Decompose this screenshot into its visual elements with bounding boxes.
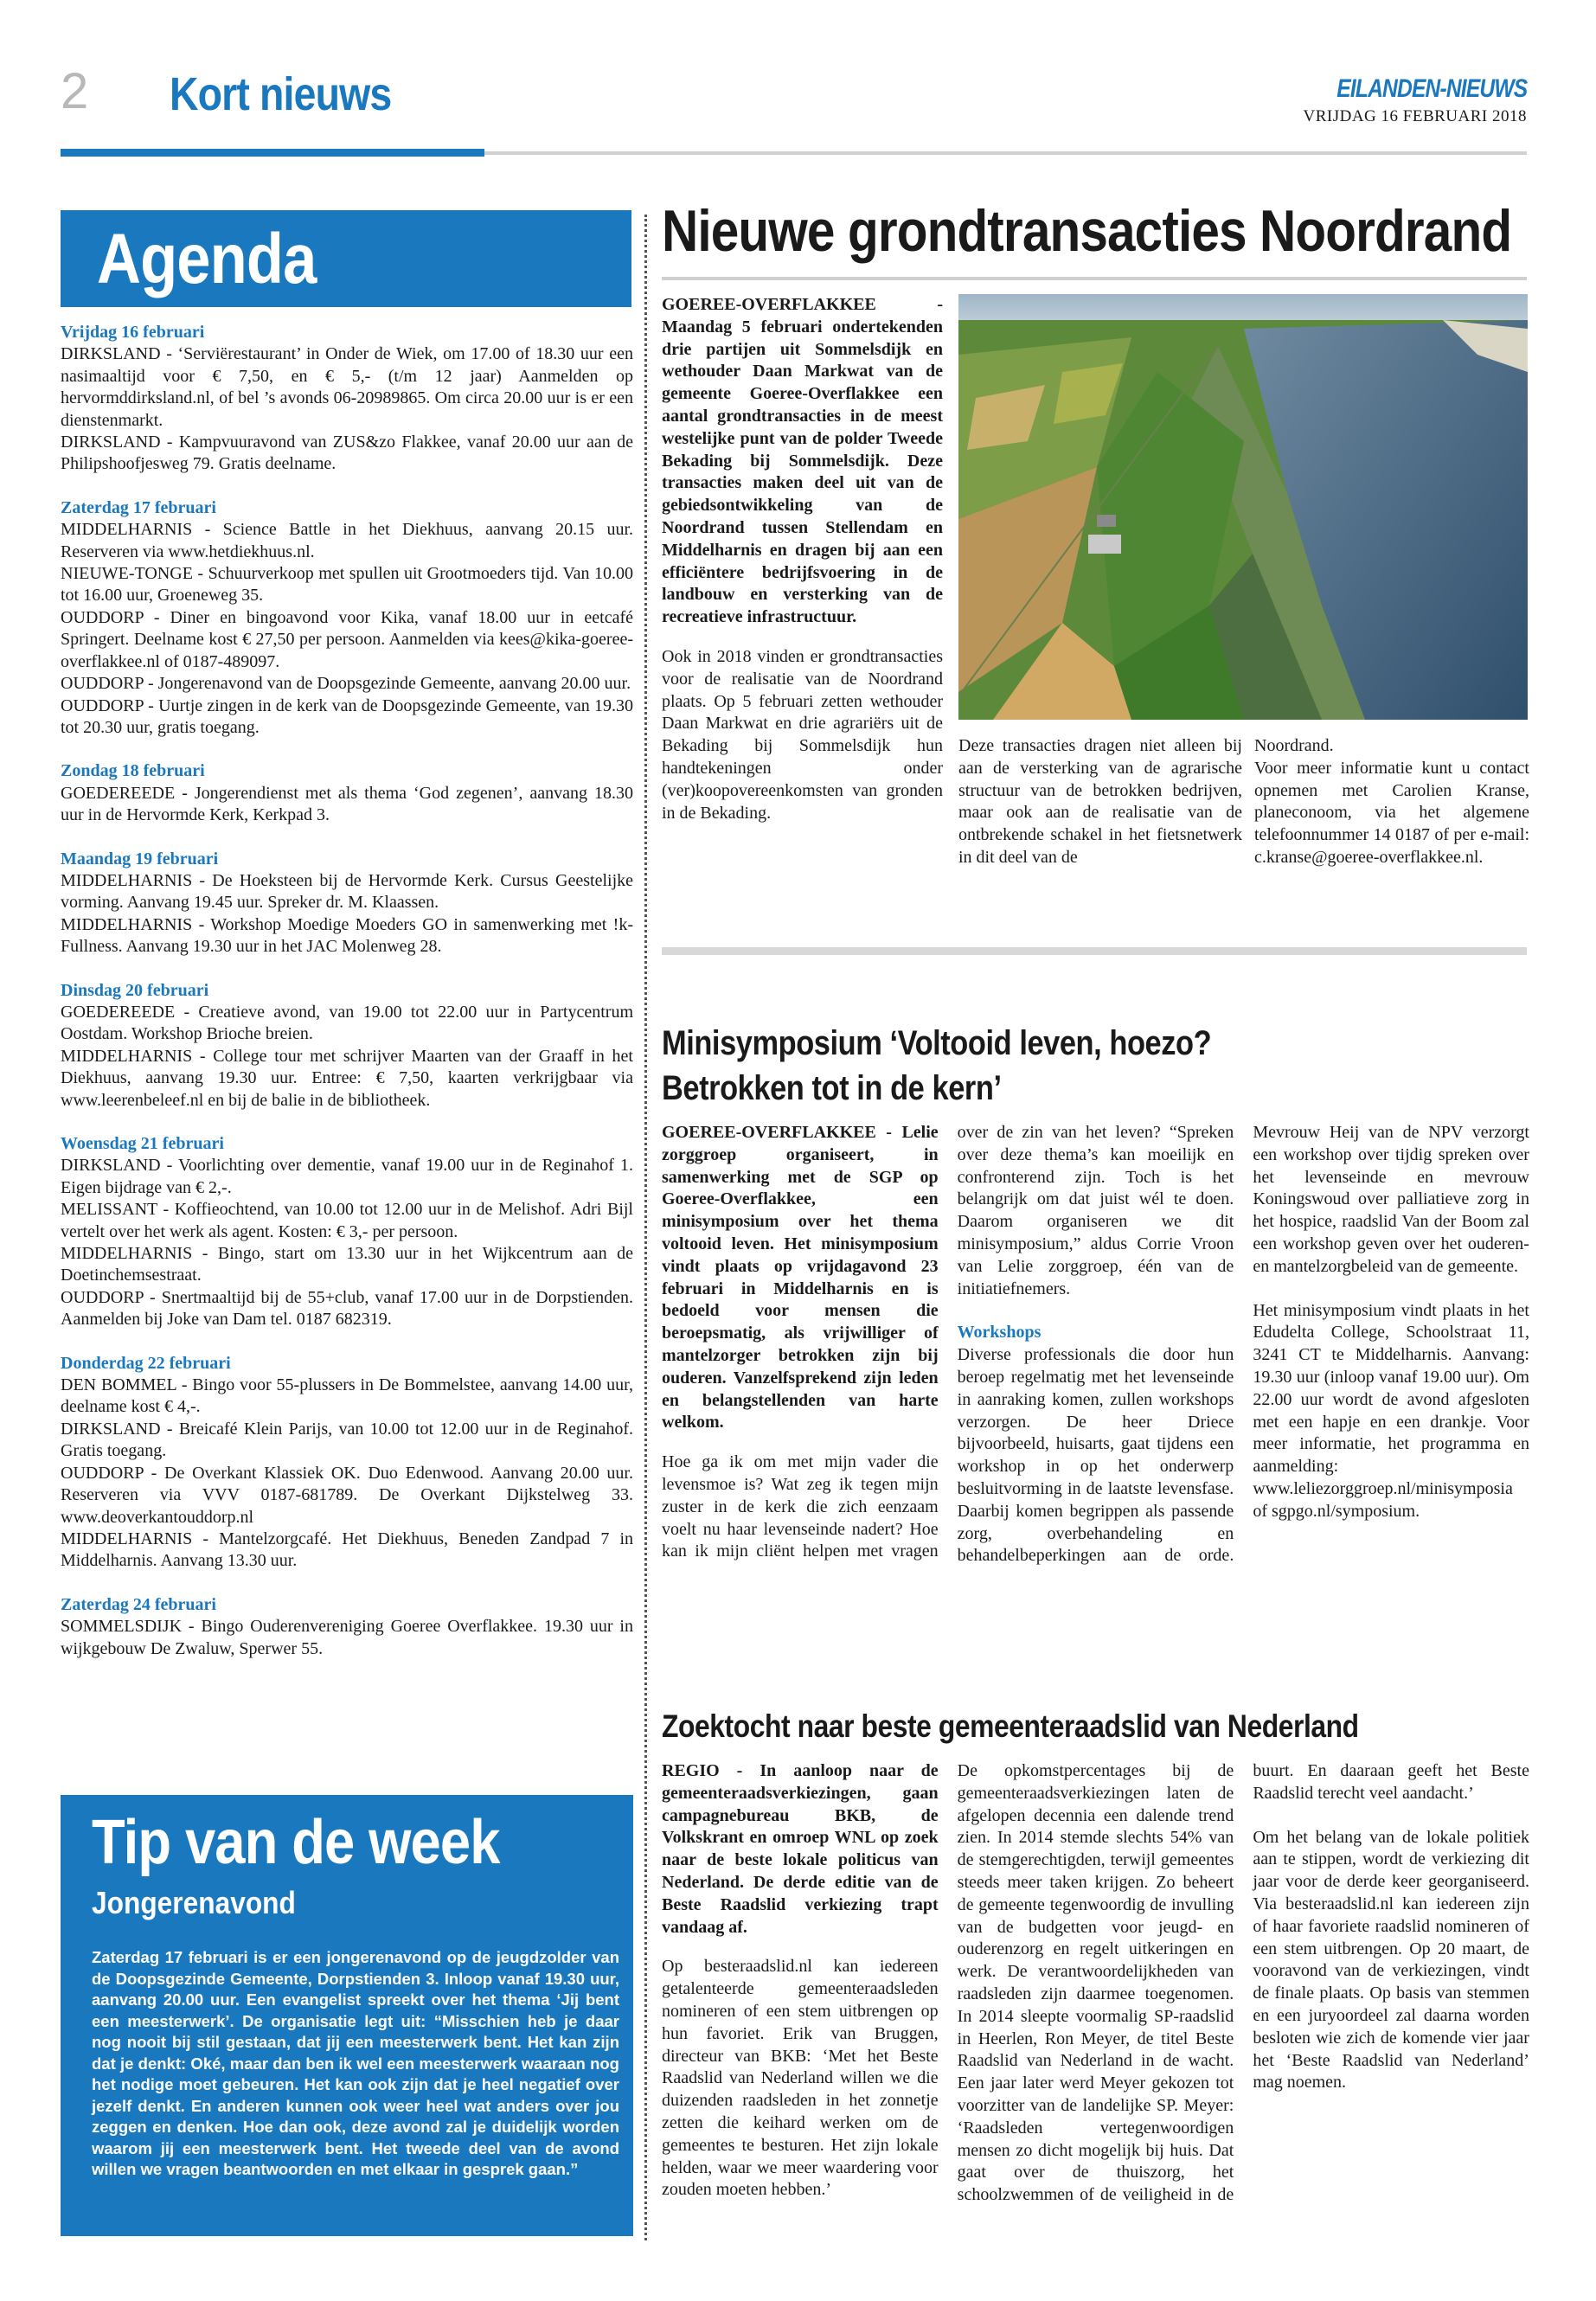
agenda-banner (61, 210, 631, 307)
agenda-event: OUDDORP - Snertmaaltijd bij de 55+club, vanaf 17.00 uur in de Dorpstienden. Aanmelden bij Joke van Dam tel. 0187 682319. (61, 1287, 633, 1330)
article1-rule (662, 277, 1527, 280)
agenda-event: OUDDORP - Jongerenavond van de Doopsgezinde Gemeente, aanvang 20.00 uur. (61, 674, 631, 694)
agenda-day (61, 1133, 633, 1331)
agenda-event: GOEDEREEDE - Creatieve avond, van 19.00 tot 22.00 uur in Partycentrum Oostdam. Workshop Brioche breien. (61, 1002, 633, 1044)
agenda-day-heading: Zaterdag 24 februari (61, 1594, 216, 1614)
agenda-event: OUDDORP - Diner en bingoavond voor Kika, vanaf 18.00 uur in eetcafé Springert. Deelname kost € 27,50 per persoon. Aanmelden via kees@kika-goeree-overflakkee.nl of 0187-489097. (61, 607, 633, 671)
article2-lead: GOEREE-OVERFLAKKEE - Lelie zorggroep organiseert, in samenwerking met de SGP op Goeree-Overflakkee, een minisymposium over het thema voltooid leven. Het minisymposium vindt plaats op vrijdagavond 23 februari in Middelharnis en is bedoeld voor mensen die beroepsmatig, als vrijwilliger of mantelzorger betrokken zijn bij ouderen. Vanzelfsprekend zijn leden en belangstellenden van harte welkom. (662, 1123, 939, 1433)
article3-paragraph: Om het belang van de lokale politiek aan te stippen, wordt de verkiezing dit jaar voor de derde keer georganiseerd. Via besteraadslid.nl kan iedereen zijn of haar favoriete raadslid nomineren of een stem uitbrengen. Op 20 maart, de vooravond van de verkiezingen, vindt de finale plaats. Op basis van stemmen en een juryoordeel zal daarna worden besloten wie zich de komende vier jaar het ‘Beste Raadslid van Nederland’ mag noemen. (1253, 1827, 1529, 2093)
tip-title: Tip van de week (92, 1808, 500, 1877)
agenda-event: DIRKSLAND - Voorlichting over dementie, vanaf 19.00 uur in de Reginahof 1. Eigen bijdrage van € 2,-. (61, 1156, 633, 1197)
agenda-event: MIDDELHARNIS - Science Battle in het Diekhuus, aanvang 20.15 uur. Reserveren via www.hetdiekhuus.nl. (61, 520, 633, 561)
agenda-day (61, 1353, 633, 1573)
agenda-day (61, 497, 633, 739)
aerial-photo-illustration (958, 294, 1528, 720)
agenda-day-heading: Maandag 19 februari (61, 849, 219, 868)
agenda-day (61, 1594, 633, 1660)
agenda-event: MIDDELHARNIS - Bingo, start om 13.30 uur in het Wijkcentrum aan de Doetinchemsestraat. (61, 1244, 633, 1285)
agenda-title: Agenda (97, 220, 317, 298)
agenda-day (61, 980, 633, 1112)
article1-column-2 (958, 735, 1242, 869)
agenda-day-heading: Donderdag 22 februari (61, 1353, 231, 1373)
article2-rule (662, 947, 1527, 955)
agenda-event: DIRKSLAND - Breicafé Klein Parijs, van 10.00 tot 12.00 uur in de Reginahof. Gratis toegang. (61, 1419, 633, 1461)
agenda-event: MIDDELHARNIS - Workshop Moedige Moeders GO in samenwerking met !k-Fullness. Aanvang 19.30 uur in het JAC Molenweg 28. (61, 914, 633, 957)
tip-of-the-week-box (61, 1795, 633, 2236)
page-number: 2 (61, 63, 89, 119)
agenda-event: DIRKSLAND - Kampvuuravond van ZUS&zo Flakkee, vanaf 20.00 uur aan de Philipshoofjesweg 79. Gratis deelname. (61, 433, 633, 474)
aerial-polder-photo (958, 294, 1528, 720)
article2-headline-line2: Betrokken tot in de kern’ (662, 1069, 1002, 1107)
article2-subhead: Workshops (957, 1323, 1042, 1343)
agenda-event: NIEUWE-TONGE - Schuurverkoop met spullen uit Grootmoeders tijd. Van 10.00 tot 16.00 uur, Groeneweg 35. (61, 564, 633, 606)
agenda-day (61, 322, 633, 476)
agenda-event: OUDDORP - De Overkant Klassiek OK. Duo Edenwood. Aanvang 20.00 uur. Reserveren via VVV 0187-681789. De Overkant Dijkstelweg 33. www.deoverkantouddorp.nl (61, 1463, 633, 1527)
article1-paragraph: Voor meer informatie kunt u contact opnemen met Carolien Kranse, planeconoom, via het algemene telefoonnummer 14 0187 of per e-mail: c.kranse@goeree-overflakkee.nl. (1254, 758, 1529, 867)
article1-lead: GOEREE-OVERFLAKKEE - Maandag 5 februari ondertekenden drie partijen uit Sommelsdijk en wethouder Daan Markwat van de gemeente Goeree-Overflakkee een aantal grondtransacties in de meest westelijke punt van de polder Tweede Bekading bij Sommelsdijk. Deze transacties maken deel uit van de gebiedsontwikkeling van de Noordrand tussen Stellendam en Middelharnis en dragen bij aan een efficiëntere bedrijfsvoering in de landbouw en versterking van de recreatieve infrastructuur. (662, 295, 943, 627)
agenda-day (61, 760, 633, 826)
agenda-event: MIDDELHARNIS - De Hoeksteen bij de Hervormde Kerk. Cursus Geestelijke vorming. Aanvang 19.45 uur. Spreker dr. M. Klaassen. (61, 870, 633, 913)
agenda-event: MELISSANT - Koffieochtend, van 10.00 tot 12.00 uur in de Melishof. Adri Bijl vertelt over het werk als agent. Kosten: € 3,- per persoon. (61, 1200, 633, 1241)
agenda-event: SOMMELSDIJK - Bingo Ouderenvereniging Goeree Overflakkee. 19.30 uur in wijkgebouw De Zwaluw, Sperwer 55. (61, 1617, 633, 1658)
tip-body: Zaterdag 17 februari is er een jongerenavond op de jeugdzolder van de Doopsgezinde Gemeente, Dorpstienden 3. Inloop vanaf 19.30 uur, aanvang 20.00 uur. Een evangelist spreekt over het thema ‘Jij bent een meesterwerk’. De organisatie legt uit: “Misschien heb je daar nog nooit bij stil gestaan, dat jij een meesterwerk bent. Het kan zijn dat je denkt: Oké, maar dan ben ik wel een meesterwerk waaraan nog het nodige moet gebeuren. Het kan ook zijn dat je heel negatief over jezelf denkt. En anderen kunnen ook weer heel wat anders over jou zeggen en denken. Hoe dan ook, deze avond zal je duidelijk worden waarom jij een meesterwerk bent. Het tweede deel van de avond willen we vragen beantwoorden en met elkaar in gesprek gaan.” (92, 1948, 619, 2178)
agenda-list (61, 322, 633, 1682)
newspaper-logo: EILANDEN-NIEUWS (1336, 74, 1527, 103)
article1-column-1 (662, 294, 943, 824)
article3-headline: Zoektocht naar beste gemeenteraadslid van Nederland (662, 1708, 1359, 1744)
article1-paragraph: Noordrand. (1254, 736, 1334, 755)
article1-headline: Nieuwe grondtransacties Noordrand (662, 198, 1512, 264)
article2-body (662, 1122, 1529, 1572)
agenda-day-heading: Zaterdag 17 februari (61, 497, 216, 517)
header-rule (484, 151, 1527, 155)
article3-lead: REGIO - In aanloop naar de gemeenteraadsverkiezingen, gaan campagnebureau BKB, de Volkskrant en omroep WNL op zoek naar de beste lokale politicus van Nederland. De derde editie van de Beste Raadslid verkiezing trapt vandaag af. (662, 1761, 939, 1937)
agenda-day (61, 849, 633, 958)
article1-column-3 (1254, 735, 1529, 869)
agenda-day-heading: Vrijdag 16 februari (61, 323, 205, 342)
agenda-event: GOEDEREEDE - Jongerendienst met als thema ‘God zegenen’, aanvang 18.30 uur in de Hervormde Kerk, Kerkpad 3. (61, 783, 633, 825)
article2-headline-line1: Minisymposium ‘Voltooid leven, hoezo? (662, 1024, 1212, 1062)
article2-paragraph: Het minisymposium vindt plaats in het Edudelta College, Schoolstraat 11, 3241 CT te Middelharnis. Aanvang: 19.30 uur (inloop vanaf 19.00 uur). Om 22.00 uur wordt de avond afgesloten met een hapje en een drankje. Voor meer informatie, het programma en aanmelding: www.leliezorggroep.nl/minisymposia of sgpgo.nl/symposium. (1253, 1300, 1529, 1521)
agenda-event: OUDDORP - Uurtje zingen in de kerk van de Doopsgezinde Gemeente, van 19.30 tot 20.30 uur, gratis toegang. (61, 695, 633, 737)
article2-paragraph: Hoe ga ik om met mijn vader die levensmoe is? Wat zeg ik tegen mijn zuster in de kerk die zich eenzaam voelt nu haar levenseinde nadert? Hoe kan ik mijn cliënt helpen met vragen over de zin van het leven? “Spreken over deze thema’s kan moeilijk en confronterend zijn. Toch is het belangrijk om dat juist wél te doen. Daarom organiseren we dit minisymposium,” aldus Corrie Vroon van Lelie zorggroep, één van de initiatiefnemers. (662, 1123, 1234, 1561)
issue-date: VRIJDAG 16 FEBRUARI 2018 (1303, 107, 1527, 125)
agenda-event: DIRKSLAND - ‘Serviërestaurant’ in Onder de Wiek, om 17.00 of 18.30 uur een nasimaaltijd voor € 7,50, en € 5,- (t/m 12 jaar) Aanmelden op hervormddirksland.nl, of bel ’s avonds 06-20989865. Om circa 20.00 uur is er een dienstenmarkt. (61, 344, 633, 430)
tip-subtitle: Jongerenavond (92, 1885, 296, 1920)
agenda-event: MIDDELHARNIS - College tour met schrijver Maarten van der Graaff in het Diekhuus, aanvang 19.30 uur. Entree: € 7,50, kaarten verkrijgbaar via www.leerenbeleef.nl en bij de balie in de bibliotheek. (61, 1046, 633, 1110)
article3-paragraph: Op besteraadslid.nl kan iedereen getalenteerde gemeenteraadsleden nomineren of een stem uitbrengen op hun favoriet. Erik van Bruggen, directeur van BKB: ‘Met het Beste Raadslid van Nederland willen we die duizenden raadsleden in het zonnetje zetten die keihard werken om de gemeentes te besturen. Het zijn lokale helden, waar we meer waardering voor zouden moeten hebben.’ (662, 1957, 939, 2200)
agenda-event: DEN BOMMEL - Bingo voor 55-plussers in De Bommelstee, aanvang 14.00 uur, deelname kost € 4,-. (61, 1375, 633, 1417)
article3-body (662, 1760, 1529, 2245)
agenda-day-heading: Woensdag 21 februari (61, 1134, 224, 1153)
article3-paragraph: De opkomstpercentages bij de gemeenteraadsverkiezingen laten de afgelopen decennia een dalende trend zien. In 2014 stemde slechts 54% van de stemgerechtigden, terwijl gemeentes steeds meer taken krijgen. Zo beheert de gemeente tegenwoordig de invulling van de budgetten voor jeugd- en ouderenzorg en regelt uitkeringen en werk. De verantwoordelijkheden van raadsleden zijn daarmee toegenomen. In 2014 sleepte voormalig SP-raadslid in Heerlen, Ron Meyer, de titel Beste Raadslid van Nederland in de wacht. Een jaar later werd Meyer gekozen tot voorzitter van de landelijke SP. Meyer: ‘Raadsleden vertegenwoordigen mensen zo dicht mogelijk bij huis. Dat gaat over de thuiszorg, het schoolzwemmen of de veiligheid in de buurt. En daaraan geeft het Beste Raadslid terecht veel aandacht.’ (957, 1761, 1529, 2205)
section-title: Kort nieuws (170, 68, 392, 120)
article1-paragraph: Ook in 2018 vinden er grondtransacties voor de realisatie van de Noordrand plaats. Op 5 februari zetten wethouder Daan Markwat en drie agrariërs uit de Bekading bij Sommelsdijk hun handtekeningen onder (ver)koopovereenkomsten van gronden in de Bekading. (662, 646, 943, 823)
agenda-day-heading: Dinsdag 20 februari (61, 980, 209, 1000)
agenda-event: MIDDELHARNIS - Mantelzorgcafé. Het Diekhuus, Beneden Zandpad 7 in Middelharnis. Aanvang 13.30 uur. (61, 1529, 633, 1571)
article1-paragraph: Deze transacties dragen niet alleen bij aan de versterking van de agrarische structuur van de betrokken bedrijven, maar ook aan de realisatie van de ontbrekende schakel in het fietsnetwerk in dit deel van de (958, 736, 1242, 867)
header-rule-accent (61, 149, 484, 157)
column-divider (644, 215, 647, 2240)
agenda-day-heading: Zondag 18 februari (61, 761, 205, 781)
article2-paragraph: Diverse professionals die door hun beroep regelmatig met het levenseinde in aanraking komen, zullen workshops verzorgen. De heer Driece bijvoorbeeld, huisarts, gaat tijdens een workshop in op het onderwerp besluitvorming in de laatste levensfase. Daarbij komen begrippen als passende zorg, overbehandeling en behandelbeperkingen aan de orde. Mevrouw Heij van de NPV verzorgt een workshop over tijdig spreken over het levenseinde en mevrouw Koningswoud over palliatieve zorg in het hospice, raadslid Van der Boom zal een workshop geven over het ouderen- en mantelzorgbeleid van de gemeente. (957, 1123, 1529, 1566)
